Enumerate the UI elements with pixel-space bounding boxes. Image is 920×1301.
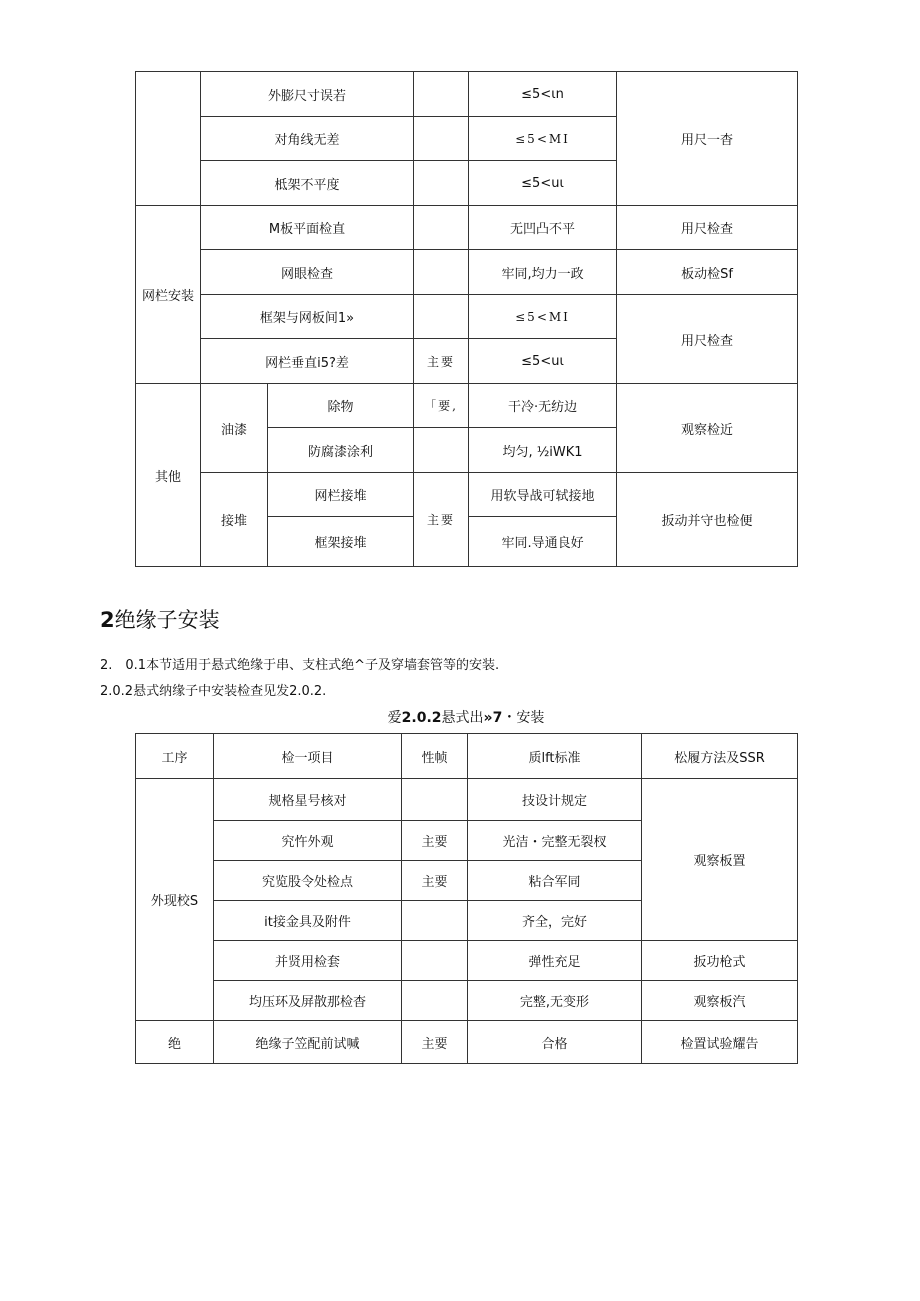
nature-cell bbox=[402, 901, 468, 941]
nature-cell: 主要 bbox=[402, 861, 468, 901]
item-cell: it接金具及附件 bbox=[214, 901, 402, 941]
nature-cell: 「要, bbox=[414, 384, 469, 428]
section-heading-text: 绝缘子安装 bbox=[114, 608, 220, 632]
item-cell: 除物 bbox=[268, 384, 414, 428]
nature-cell bbox=[414, 250, 469, 295]
nature-cell bbox=[414, 117, 469, 161]
method-cell: 检置试验耀告 bbox=[642, 1021, 798, 1064]
inspection-table-insulator bbox=[135, 733, 798, 1064]
subgroup-cell: 接堆 bbox=[201, 473, 268, 567]
standard-cell: 弹性充足 bbox=[468, 941, 642, 981]
standard-cell: 牢同.导通良好 bbox=[469, 517, 617, 567]
item-cell: 对角线无差 bbox=[201, 117, 414, 161]
group-cell bbox=[136, 72, 201, 206]
item-cell: M板平面检直 bbox=[201, 206, 414, 250]
standard-cell: ≤5<uι bbox=[469, 161, 617, 206]
table-row bbox=[136, 941, 798, 981]
table-row bbox=[136, 295, 798, 339]
standard-cell: 光洁・完整无裂杈 bbox=[468, 821, 642, 861]
process-cell: 绝 bbox=[136, 1021, 214, 1064]
method-cell: 用尺一杳 bbox=[617, 72, 798, 206]
standard-cell: 粘合军同 bbox=[468, 861, 642, 901]
nature-cell bbox=[414, 161, 469, 206]
method-cell: 用尺检查 bbox=[617, 206, 798, 250]
caption-part: 悬式出 bbox=[441, 710, 484, 726]
method-cell: 扳动并守也检便 bbox=[617, 473, 798, 567]
column-header: 工序 bbox=[136, 734, 214, 779]
inspection-table-mesh-fence bbox=[135, 71, 798, 567]
section-heading-number: 2 bbox=[100, 608, 115, 632]
table-row bbox=[136, 250, 798, 295]
nature-cell: 主要 bbox=[402, 821, 468, 861]
table-row bbox=[136, 206, 798, 250]
group-cell: 网栏安装 bbox=[136, 206, 201, 384]
nature-cell bbox=[402, 779, 468, 821]
standard-cell: 干冷·无纺边 bbox=[469, 384, 617, 428]
table-row bbox=[136, 1021, 798, 1064]
item-cell: 框架接堆 bbox=[268, 517, 414, 567]
group-cell: 其他 bbox=[136, 384, 201, 567]
nature-cell bbox=[402, 941, 468, 981]
caption-part-bold: »7 bbox=[483, 710, 503, 726]
item-cell: 网眼检查 bbox=[201, 250, 414, 295]
column-header: 质lft标准 bbox=[468, 734, 642, 779]
column-header: 检一项目 bbox=[214, 734, 402, 779]
standard-cell: ≤5<MI bbox=[469, 295, 617, 339]
nature-cell bbox=[414, 428, 469, 473]
standard-cell: 牢同,均力一政 bbox=[469, 250, 617, 295]
item-cell: 网栏接堆 bbox=[268, 473, 414, 517]
standard-cell: 均匀, ½iWK1 bbox=[469, 428, 617, 473]
item-cell: 柢架不平度 bbox=[201, 161, 414, 206]
table-row bbox=[136, 384, 798, 428]
nature-cell: 主要 bbox=[414, 339, 469, 384]
nature-cell bbox=[414, 206, 469, 250]
method-cell: 扳功枪式 bbox=[642, 941, 798, 981]
item-cell: 绝缘子笠配前试喊 bbox=[214, 1021, 402, 1064]
caption-part: 爱 bbox=[387, 710, 402, 726]
standard-cell: 用软导战可轼接地 bbox=[469, 473, 617, 517]
standard-cell: 合格 bbox=[468, 1021, 642, 1064]
nature-cell bbox=[414, 72, 469, 117]
column-header: 松履方法及SSR bbox=[642, 734, 798, 779]
table-caption bbox=[135, 707, 797, 727]
method-cell: 观察板置 bbox=[642, 779, 798, 941]
standard-cell: 无凹凸不平 bbox=[469, 206, 617, 250]
standard-cell: ≤5<ιn bbox=[469, 72, 617, 117]
paragraph: 2. 0.1本节适用于悬式绝缘于串、支柱式绝^子及穿墙套管等的安装. bbox=[100, 658, 500, 673]
table-row bbox=[136, 72, 798, 117]
method-cell: 观察检近 bbox=[617, 384, 798, 473]
nature-cell: 主要 bbox=[402, 1021, 468, 1064]
method-cell: 板动检Sf bbox=[617, 250, 798, 295]
subgroup-cell: 油漆 bbox=[201, 384, 268, 473]
item-cell: 并贤用检套 bbox=[214, 941, 402, 981]
item-cell: 究览股令处检点 bbox=[214, 861, 402, 901]
nature-cell: 主要 bbox=[414, 473, 469, 567]
standard-cell: 完整,无变形 bbox=[468, 981, 642, 1021]
standard-cell: ≤5<uι bbox=[469, 339, 617, 384]
item-cell: 规格星号核对 bbox=[214, 779, 402, 821]
paragraph: 2.0.2悬式纳缘子中安装检查见发2.0.2. bbox=[100, 684, 327, 699]
column-header: 性帧 bbox=[402, 734, 468, 779]
standard-cell: 齐全，完好 bbox=[468, 901, 642, 941]
section-heading bbox=[100, 604, 220, 634]
item-cell: 网栏垂直i5?差 bbox=[201, 339, 414, 384]
item-cell: 防腐漆涂利 bbox=[268, 428, 414, 473]
table-row bbox=[136, 779, 798, 821]
caption-table-number: 2.0.2 bbox=[401, 710, 442, 726]
table-row bbox=[136, 473, 798, 517]
nature-cell bbox=[414, 295, 469, 339]
method-cell: 用尺检查 bbox=[617, 295, 798, 384]
method-cell: 观察板汽 bbox=[642, 981, 798, 1021]
standard-cell: ≤5<MI bbox=[469, 117, 617, 161]
process-cell: 外现校S bbox=[136, 779, 214, 1021]
table-header-row bbox=[136, 734, 798, 779]
caption-part: ・安装 bbox=[502, 710, 545, 726]
nature-cell bbox=[402, 981, 468, 1021]
item-cell: 均压环及屏散那检杳 bbox=[214, 981, 402, 1021]
standard-cell: 技设计规定 bbox=[468, 779, 642, 821]
item-cell: 究忤外观 bbox=[214, 821, 402, 861]
table-row bbox=[136, 981, 798, 1021]
item-cell: 外膨尺寸误若 bbox=[201, 72, 414, 117]
item-cell: 框架与网板间1» bbox=[201, 295, 414, 339]
